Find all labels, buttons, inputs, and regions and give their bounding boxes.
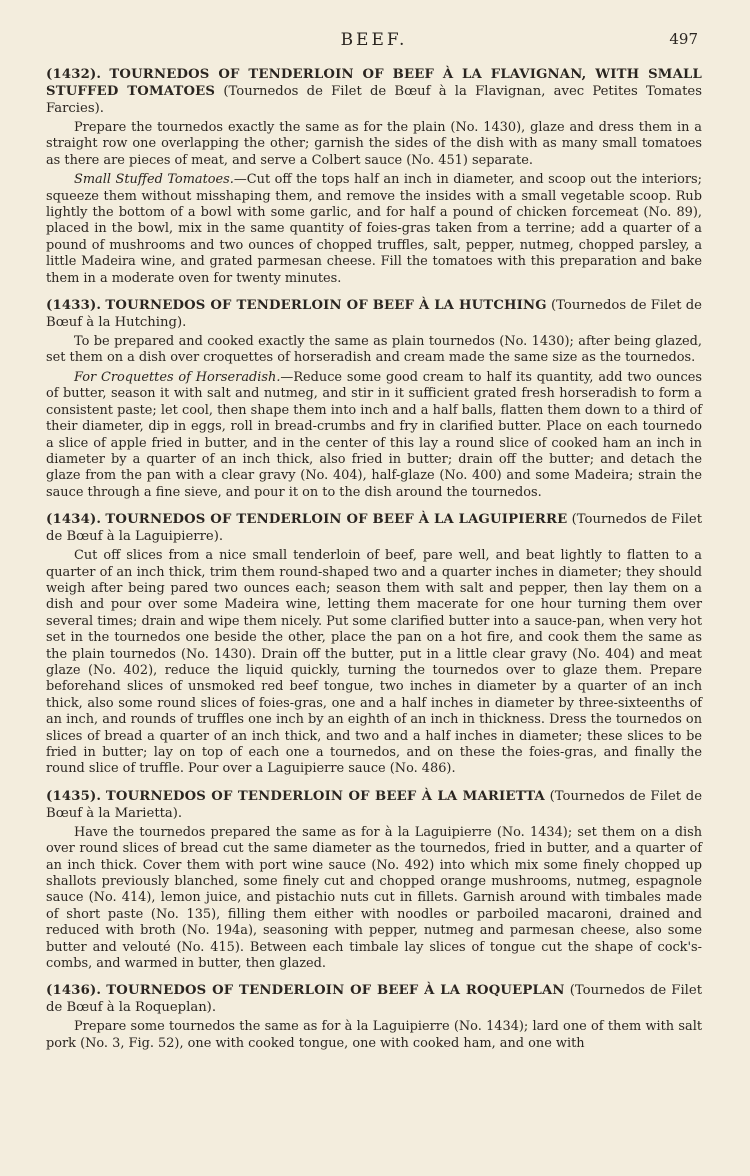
recipe-title: TOURNEDOS OF TENDERLOIN OF BEEF À LA LAGUIPIERRE [105,512,568,528]
paragraph-text: Prepare some tournedos the same as for à la Laguipierre (No. 1434); lard one of them with salt pork (No. 3, Fig. 52), one with cooked tongue, one with cooked ham, and one with [46,1019,702,1051]
paragraph-lead: For Croquettes of Horseradish. [74,369,281,385]
recipe-section-1432 [46,66,702,287]
recipe-heading [46,511,702,545]
recipe-paragraph [46,120,702,169]
page-number: 497 [669,30,698,48]
recipe-french-title: (Tournedos de Filet de Bœuf à la Roqueplan). [46,983,702,1016]
recipe-french-title: (Tournedos de Filet de Bœuf à la Hutching). [46,298,702,331]
paragraph-text: Cut off slices from a nice small tenderloin of beef, pare well, and beat lightly to flatten to a quarter of an inch thick, trim them round-shaped two and a quarter inches in diameter; they should weigh after being pared two ounces each; season them with salt and pepper, then lay them on a dish and pour over some Madeira wine, letting them macerate for one hour turning them over several times; drain and wipe them nicely. Put some clarified butter into a sauce-pan, when very hot set in the tournedos one beside the other, place the pan on a hot fire, and cook them the same as the plain tournedos (No. 1430). Drain off the butter, put in a little clear gravy (No. 404) and meat glaze (No. 402), reduce the liquid quickly, turning the tournedos over to glaze them. Prepare beforehand slices of unsmoked red beef tongue, two inches in diameter by a quarter of an inch thick, also some round slices of foies-gras, one and a half inches in diameter by three-sixteenths of an inch, and rounds of truffles one inch by an eighth of an inch in thickness. Dress the tournedos on slices of bread a quarter of an inch thick, and two and a half inches in diameter; these slices to be fried in butter; lay on top of each one a tournedos, and on these the foies-gras, and finally the round slice of truffle. Pour over a Laguipierre sauce (No. 486). [46,548,702,777]
recipe-paragraph [46,825,702,973]
recipe-number: (1433). [46,298,102,314]
recipe-title: TOURNEDOS OF TENDERLOIN OF BEEF À LA FLAVIGNAN, WITH SMALL STUFFED TOMATOES [46,67,702,99]
recipe-french-title: (Tournedos de Filet de Bœuf à la Flavignan, avec Petites Tomates Farcies). [46,84,702,116]
paragraph-text: —Cut off the tops half an inch in diameter, and scoop out the interiors; squeeze them without misshaping them, and remove the insides with a small vegetable scoop. Rub lightly the bottom of a bowl with some garlic, and for half a pound of chicken forcemeat (No. 89), placed in the bowl, mix in the same quantity of foies-gras taken from a terrine; add a quarter of a pound of mushrooms and two ounces of chopped truffles, salt, pepper, nutmeg, chopped parsley, a little Madeira wine, and grated parmesan cheese. Fill the tomatoes with this preparation and bake them in a moderate oven for twenty minutes. [46,172,702,286]
recipe-title: TOURNEDOS OF TENDERLOIN OF BEEF À LA ROQUEPLAN [106,983,565,999]
paragraph-text: —Reduce some good cream to half its quantity, add two ounces of butter, season it with salt and nutmeg, and stir in it sufficient grated fresh horseradish to form a consistent paste; let cool, then shape them into inch and a half balls, flatten them down to a third of their diameter, dip in eggs, roll in bread-crumbs and fry in clarified butter. Place on each tournedo a slice of apple fried in butter, and in the center of this lay a round slice of cooked ham an inch in diameter by a quarter of an inch thick, also fried in butter; drain off the butter; and detach the glaze from the pan with a clear gravy (No. 404), half-glaze (No. 400) and some Madeira; strain the sauce through a fine sieve, and pour it on to the dish around the tournedos. [46,369,702,500]
recipe-title: TOURNEDOS OF TENDERLOIN OF BEEF À LA HUTCHING [105,298,547,314]
recipe-heading [46,297,702,331]
recipe-french-title: (Tournedos de Filet de Bœuf à la Laguipierre). [46,512,703,545]
recipe-paragraph [46,370,702,501]
recipe-section-1434 [46,511,702,778]
recipe-number: (1434). [46,512,102,528]
recipe-paragraph [46,172,702,287]
running-head [46,26,702,56]
recipe-number: (1432). [46,67,102,82]
recipe-number: (1436). [46,983,102,999]
recipe-heading [46,788,702,822]
running-title: BEEF. [340,30,408,50]
paragraph-text: Prepare the tournedos exactly the same as for the plain (No. 1430), glaze and dress them in a straight row one overlapping the other; garnish the sides of the dish with as many small tomatoes as there are pieces of meat, and serve a Colbert sauce (No. 451) separate. [46,120,702,168]
recipe-title: TOURNEDOS OF TENDERLOIN OF BEEF À LA MARIETTA [105,788,545,804]
recipe-heading [46,66,702,117]
recipe-number: (1435). [46,788,102,804]
paragraph-text: Have the tournedos prepared the same as for à la Laguipierre (No. 1434); set them on a dish over round slices of bread cut the same diameter as the tournedos, fried in butter, and a quarter of an inch thick. Cover them with port wine sauce (No. 492) into which mix some finely chopped up shallots previously blanched, some finely cut and chopped orange mushrooms, nutmeg, espagnole sauce (No. 414), lemon juice, and pistachio nuts cut in fillets. Garnish around with timbales made of short paste (No. 135), filling them either with noodles or parboiled macaroni, drained and reduced with broth (No. 194a), seasoning with pepper, nutmeg and parmesan cheese, also some butter and velouté (No. 415). Between each timbale lay slices of tongue cut the shape of cock's-combs, and warmed in butter, then glazed. [46,824,702,972]
paragraph-lead: Small Stuffed Tomatoes. [74,172,234,188]
recipe-french-title: (Tournedos de Filet de Bœuf à la Marietta). [46,788,703,821]
recipe-section-1436 [46,982,702,1052]
recipe-paragraph [46,1019,702,1052]
paragraph-text: To be prepared and cooked exactly the same as plain tournedos (No. 1430); after being glazed, set them on a dish over croquettes of horseradish and cream made the same size as the tournedos. [46,334,702,366]
recipe-section-1435 [46,788,702,973]
recipe-paragraph [46,548,702,778]
recipe-section-1433 [46,297,702,501]
recipe-paragraph [46,334,702,367]
recipe-heading [46,982,702,1016]
